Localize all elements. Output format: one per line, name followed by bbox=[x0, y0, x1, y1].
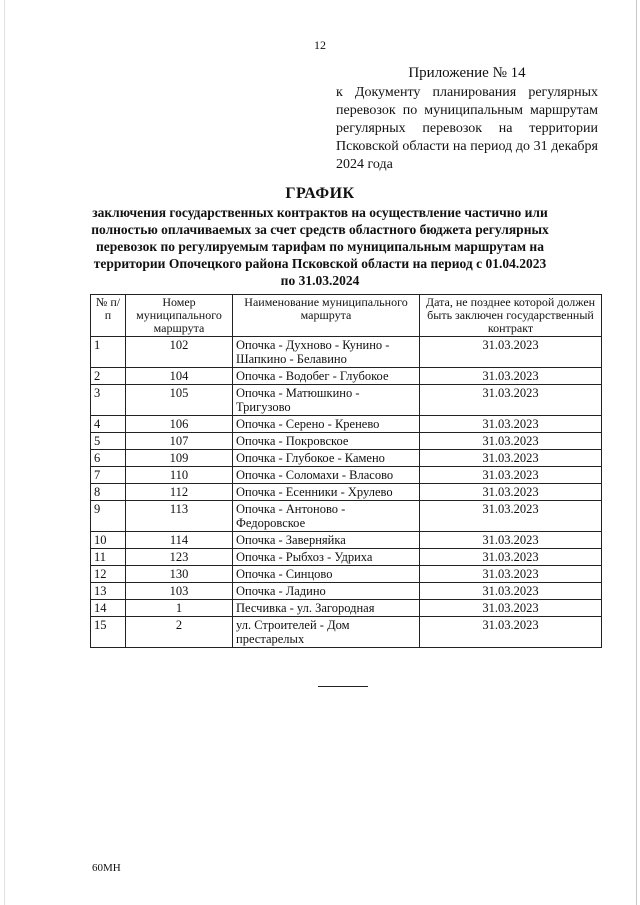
table-row bbox=[91, 450, 602, 467]
row-deadline-date: 31.03.2023 bbox=[420, 566, 602, 583]
row-index: 2 bbox=[91, 368, 126, 385]
row-deadline-date: 31.03.2023 bbox=[420, 484, 602, 501]
table-row bbox=[91, 600, 602, 617]
row-index: 3 bbox=[91, 385, 126, 416]
row-route-number: 130 bbox=[126, 566, 233, 583]
row-route-name: Опочка - Есенники - Хрулево bbox=[233, 484, 420, 501]
row-route-name: ул. Строителей - Дом престарелых bbox=[233, 617, 420, 648]
heading-title: ГРАФИК bbox=[285, 185, 355, 202]
row-route-name: Опочка - Глубокое - Камено bbox=[233, 450, 420, 467]
appendix-title: Приложение № 14 bbox=[408, 65, 526, 81]
table-row bbox=[91, 385, 602, 416]
row-route-name: Опочка - Духново - Кунино - Шапкино - Белавино bbox=[233, 337, 420, 368]
row-route-number: 105 bbox=[126, 385, 233, 416]
row-route-name: Опочка - Антоново - Федоровское bbox=[233, 501, 420, 532]
row-deadline-date: 31.03.2023 bbox=[420, 583, 602, 600]
table-row bbox=[91, 337, 602, 368]
row-index: 5 bbox=[91, 433, 126, 450]
row-route-number: 104 bbox=[126, 368, 233, 385]
row-index: 10 bbox=[91, 532, 126, 549]
row-route-number: 106 bbox=[126, 416, 233, 433]
scan-edge-left bbox=[4, 0, 5, 905]
row-route-number: 1 bbox=[126, 600, 233, 617]
row-route-number: 2 bbox=[126, 617, 233, 648]
table-row bbox=[91, 617, 602, 648]
table-row bbox=[91, 416, 602, 433]
header-deadline-date: Дата, не позднее которой должен быть заключен государственный контракт bbox=[420, 295, 602, 337]
row-route-number: 109 bbox=[126, 450, 233, 467]
page-number: 12 bbox=[314, 38, 326, 52]
header-route-name: Наименование муниципального маршрута bbox=[233, 295, 420, 337]
row-route-name: Опочка - Серено - Кренево bbox=[233, 416, 420, 433]
row-route-number: 110 bbox=[126, 467, 233, 484]
row-route-name: Опочка - Покровское bbox=[233, 433, 420, 450]
row-index: 6 bbox=[91, 450, 126, 467]
row-deadline-date: 31.03.2023 bbox=[420, 416, 602, 433]
table-row bbox=[91, 467, 602, 484]
row-route-number: 103 bbox=[126, 583, 233, 600]
row-index: 1 bbox=[91, 337, 126, 368]
row-deadline-date: 31.03.2023 bbox=[420, 549, 602, 566]
row-deadline-date: 31.03.2023 bbox=[420, 600, 602, 617]
row-index: 4 bbox=[91, 416, 126, 433]
row-index: 8 bbox=[91, 484, 126, 501]
row-deadline-date: 31.03.2023 bbox=[420, 450, 602, 467]
schedule-table bbox=[90, 294, 602, 648]
header-route-number: Номер муниципального маршрута bbox=[126, 295, 233, 337]
heading-subtitle: заключения государственных контрактов на осуществление частично или полностью оплачиваемых за счет средств областного бюджета регулярных перевозок по регулируемым тарифам по муниципальным маршрутам на территории Опочецкого района Псковской области на период с 01.04.2023 по 31.03.2024 bbox=[91, 205, 549, 288]
row-index: 13 bbox=[91, 583, 126, 600]
row-deadline-date: 31.03.2023 bbox=[420, 617, 602, 648]
document-heading bbox=[90, 184, 550, 289]
row-deadline-date: 31.03.2023 bbox=[420, 368, 602, 385]
row-deadline-date: 31.03.2023 bbox=[420, 337, 602, 368]
appendix-block bbox=[336, 64, 598, 174]
row-deadline-date: 31.03.2023 bbox=[420, 532, 602, 549]
table-row bbox=[91, 433, 602, 450]
row-route-name: Опочка - Ладино bbox=[233, 583, 420, 600]
table-row bbox=[91, 484, 602, 501]
row-route-name: Песчивка - ул. Загородная bbox=[233, 600, 420, 617]
row-route-name: Опочка - Синцово bbox=[233, 566, 420, 583]
row-route-number: 114 bbox=[126, 532, 233, 549]
row-index: 12 bbox=[91, 566, 126, 583]
row-route-number: 113 bbox=[126, 501, 233, 532]
table-header-row bbox=[91, 295, 602, 337]
row-route-name: Опочка - Соломахи - Власово bbox=[233, 467, 420, 484]
row-route-number: 102 bbox=[126, 337, 233, 368]
row-deadline-date: 31.03.2023 bbox=[420, 385, 602, 416]
row-route-name: Опочка - Матюшкино - Тригузово bbox=[233, 385, 420, 416]
table-row bbox=[91, 549, 602, 566]
header-index: № п/п bbox=[91, 295, 126, 337]
row-index: 15 bbox=[91, 617, 126, 648]
row-deadline-date: 31.03.2023 bbox=[420, 433, 602, 450]
row-index: 14 bbox=[91, 600, 126, 617]
table-row bbox=[91, 583, 602, 600]
row-route-name: Опочка - Водобег - Глубокое bbox=[233, 368, 420, 385]
row-route-number: 112 bbox=[126, 484, 233, 501]
row-route-number: 123 bbox=[126, 549, 233, 566]
row-route-name: Опочка - Рыбхоз - Удриха bbox=[233, 549, 420, 566]
appendix-text: к Документу планирования регулярных перевозок по муниципальным маршрутам регулярных перевозок на территории Псковской области на период до 31 декабря 2024 года bbox=[336, 85, 598, 172]
row-index: 11 bbox=[91, 549, 126, 566]
row-route-number: 107 bbox=[126, 433, 233, 450]
row-index: 9 bbox=[91, 501, 126, 532]
table-row bbox=[91, 501, 602, 532]
row-deadline-date: 31.03.2023 bbox=[420, 467, 602, 484]
row-index: 7 bbox=[91, 467, 126, 484]
footer-code: 60МН bbox=[92, 862, 121, 874]
row-route-name: Опочка - Заверняйка bbox=[233, 532, 420, 549]
end-divider bbox=[318, 686, 368, 687]
table-row bbox=[91, 566, 602, 583]
scan-edge-right bbox=[636, 0, 637, 905]
table-row bbox=[91, 532, 602, 549]
row-deadline-date: 31.03.2023 bbox=[420, 501, 602, 532]
table-row bbox=[91, 368, 602, 385]
